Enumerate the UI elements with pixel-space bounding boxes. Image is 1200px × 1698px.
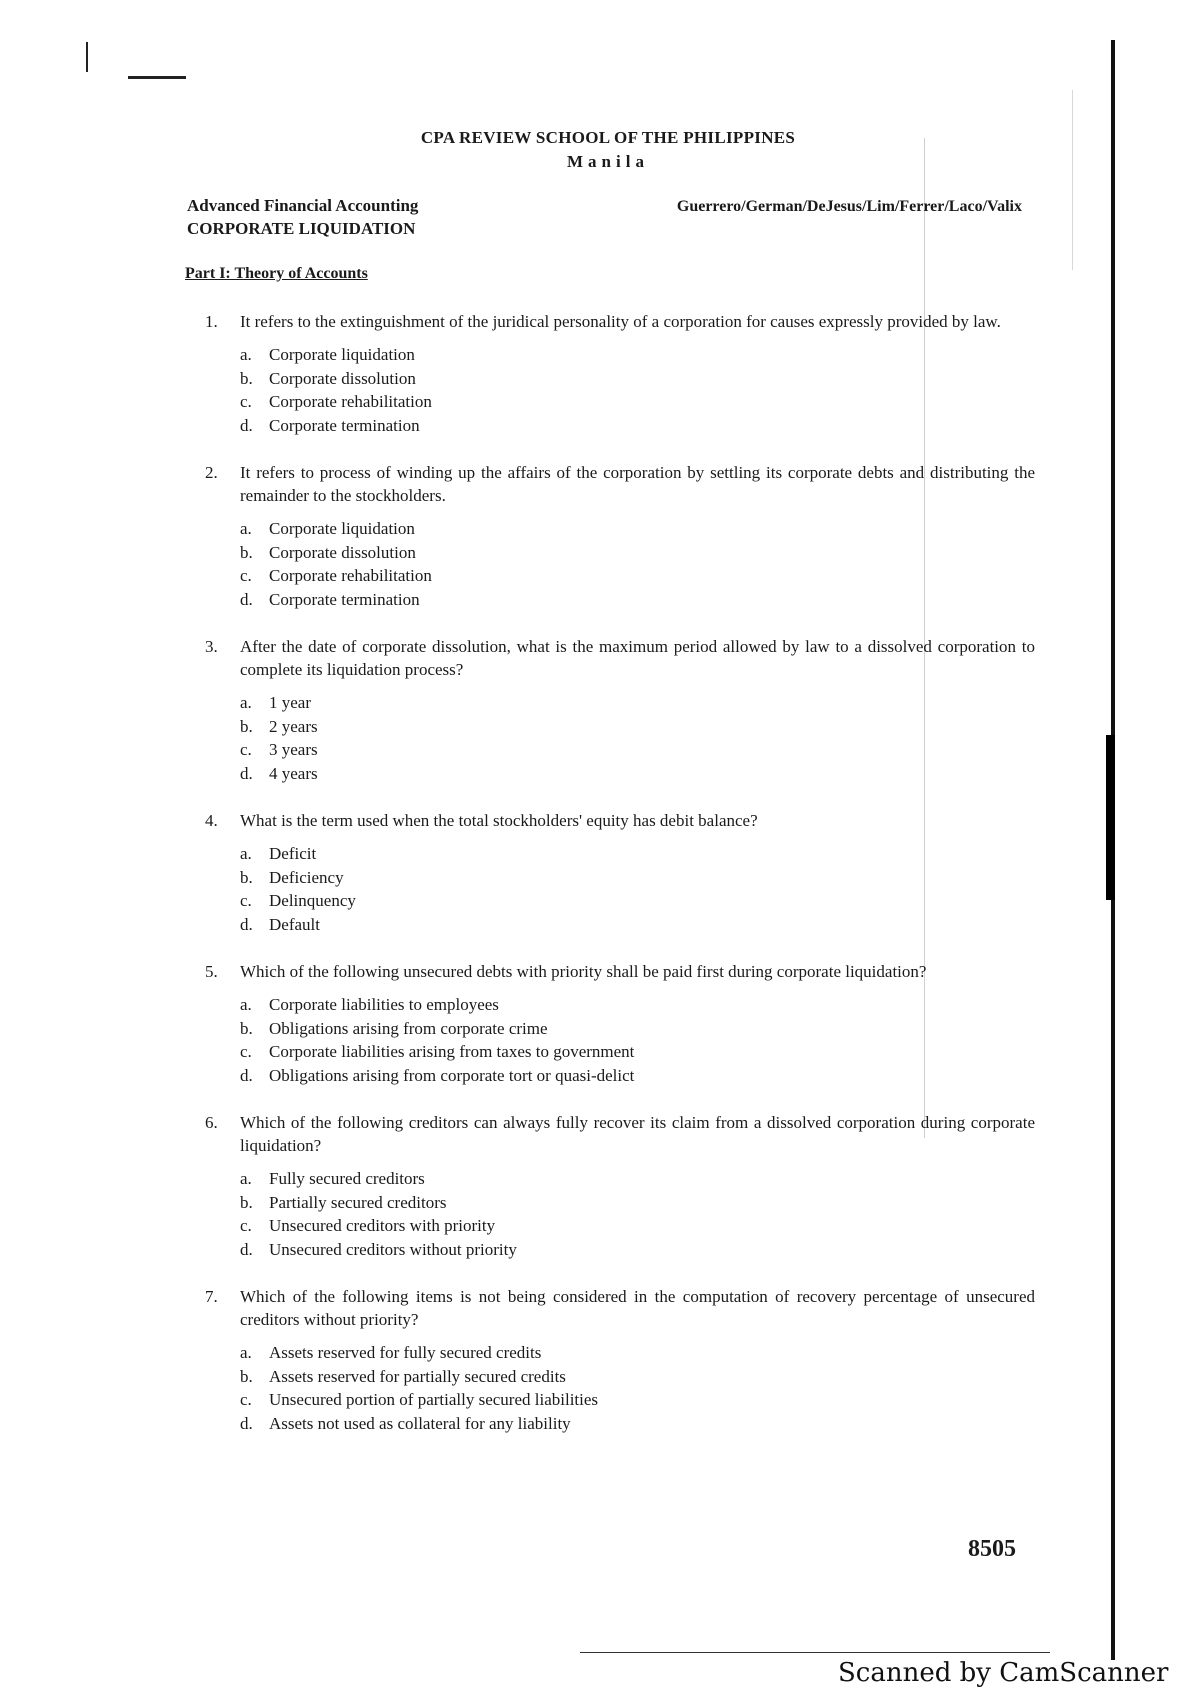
choice-letter: d. (240, 589, 253, 609)
choice-list (240, 343, 1035, 437)
scan-mark-faint-right (1072, 90, 1073, 270)
choice-item (240, 1341, 1035, 1365)
choice-item (240, 367, 1035, 391)
choice-list (240, 1167, 1035, 1261)
school-name: CPA REVIEW SCHOOL OF THE PHILIPPINES (420, 128, 796, 147)
choice-text: Corporate rehabilitation (269, 392, 432, 411)
choice-text: Deficiency (269, 867, 344, 887)
choice-list (240, 993, 1035, 1087)
choice-item (240, 517, 1035, 541)
choice-item (240, 1412, 1035, 1436)
question-number: 7. (205, 1287, 218, 1306)
topic-title: CORPORATE LIQUIDATION (187, 219, 416, 238)
choice-letter: d. (240, 914, 253, 934)
question-3 (205, 635, 1035, 785)
choice-item (240, 564, 1035, 588)
question-text: What is the term used when the total stockholders' equity has debit balance? (240, 811, 758, 830)
question-number: 1. (205, 312, 218, 331)
question-text: After the date of corporate dissolution, what is the maximum period allowed by law to a dissolved corporation to complete its liquidation process? (240, 637, 1035, 679)
question-text: Which of the following items is not being considered in the computation of recovery percentage of unsecured creditors without priority? (240, 1287, 1035, 1329)
choice-text: Corporate liabilities to employees (269, 995, 499, 1014)
choice-letter: c. (240, 740, 252, 759)
choice-letter: c. (240, 392, 252, 411)
footer-divider (580, 1652, 1050, 1653)
question-5 (205, 960, 1035, 1087)
choice-item (240, 1388, 1035, 1412)
choice-item (240, 1040, 1035, 1064)
choice-item (240, 1238, 1035, 1262)
choice-text: Obligations arising from corporate crime (269, 1018, 548, 1038)
scan-mark-top-dash (128, 76, 186, 79)
question-number: 3. (205, 637, 218, 656)
page-code: 8505 (968, 1536, 1016, 1562)
question-6 (205, 1111, 1035, 1261)
choice-letter: a. (240, 693, 252, 712)
question-list (205, 310, 1035, 1459)
question-text: Which of the following unsecured debts with priority shall be paid first during corporate liquidation? (240, 962, 927, 981)
choice-letter: a. (240, 345, 252, 364)
choice-letter: c. (240, 1216, 252, 1235)
choice-letter: d. (240, 1239, 253, 1259)
choice-text: Corporate dissolution (269, 368, 416, 388)
choice-item (240, 1214, 1035, 1238)
choice-text: Delinquency (269, 891, 356, 910)
choice-letter: b. (240, 716, 253, 736)
question-number: 6. (205, 1113, 218, 1132)
choice-text: Corporate rehabilitation (269, 566, 432, 585)
question-number: 4. (205, 811, 218, 830)
question-number: 2. (205, 463, 218, 482)
question-1 (205, 310, 1035, 437)
choice-item (240, 889, 1035, 913)
choice-letter: a. (240, 844, 252, 863)
city-name: Manila (567, 152, 649, 171)
choice-text: Deficit (269, 844, 317, 863)
choice-item (240, 715, 1035, 739)
choice-letter: d. (240, 763, 253, 783)
choice-letter: c. (240, 1390, 252, 1409)
choice-text: Corporate liquidation (269, 519, 415, 538)
choice-item (240, 738, 1035, 762)
choice-item (240, 866, 1035, 890)
choice-letter: b. (240, 542, 253, 562)
choice-text: Fully secured creditors (269, 1169, 425, 1188)
choice-item (240, 541, 1035, 565)
choice-text: 2 years (269, 716, 318, 736)
choice-text: Unsecured creditors with priority (269, 1216, 496, 1235)
choice-text: Assets not used as collateral for any liability (269, 1413, 571, 1433)
choice-item (240, 993, 1035, 1017)
choice-letter: d. (240, 1413, 253, 1433)
choice-item (240, 762, 1035, 786)
part-title: Part I: Theory of Accounts (185, 265, 368, 282)
scanner-watermark: Scanned by CamScanner (838, 1658, 1169, 1688)
question-number: 5. (205, 962, 218, 981)
choice-letter: c. (240, 566, 252, 585)
authors-line: Guerrero/German/DeJesus/Lim/Ferrer/Laco/Valix (676, 198, 1022, 215)
choice-item (240, 414, 1035, 438)
choice-letter: b. (240, 1192, 253, 1212)
choice-text: Corporate termination (269, 415, 420, 435)
question-text: It refers to the extinguishment of the juridical personality of a corporation for causes expressly provided by law. (240, 312, 1001, 331)
choice-letter: b. (240, 1366, 253, 1386)
choice-text: Obligations arising from corporate tort or quasi-delict (269, 1065, 635, 1085)
choice-letter: b. (240, 867, 253, 887)
choice-letter: a. (240, 1343, 252, 1362)
choice-item (240, 691, 1035, 715)
choice-item (240, 1167, 1035, 1191)
choice-item (240, 1365, 1035, 1389)
choice-list (240, 842, 1035, 936)
choice-text: Partially secured creditors (269, 1192, 447, 1212)
question-text: Which of the following creditors can always fully recover its claim from a dissolved corporation during corporate liquidation? (240, 1113, 1035, 1155)
choice-letter: d. (240, 1065, 253, 1085)
choice-letter: a. (240, 1169, 252, 1188)
choice-list (240, 691, 1035, 785)
choice-text: 4 years (269, 763, 318, 783)
choice-item (240, 842, 1035, 866)
choice-item (240, 913, 1035, 937)
choice-letter: b. (240, 368, 253, 388)
choice-letter: b. (240, 1018, 253, 1038)
choice-text: Corporate dissolution (269, 542, 416, 562)
scan-mark-left-tick (86, 42, 88, 72)
choice-list (240, 517, 1035, 611)
choice-text: Assets reserved for fully secured credits (269, 1343, 542, 1362)
choice-text: Assets reserved for partially secured credits (269, 1366, 566, 1386)
choice-item (240, 588, 1035, 612)
choice-text: 1 year (269, 693, 312, 712)
choice-text: Unsecured creditors without priority (269, 1239, 517, 1259)
question-text: It refers to process of winding up the affairs of the corporation by settling its corporate debts and distributing the remainder to the stockholders. (240, 463, 1035, 505)
choice-letter: c. (240, 891, 252, 910)
choice-text: Corporate liquidation (269, 345, 415, 364)
question-2 (205, 461, 1035, 611)
choice-text: Default (269, 914, 320, 934)
question-7 (205, 1285, 1035, 1435)
choice-item (240, 1191, 1035, 1215)
choice-text: Corporate liabilities arising from taxes to government (269, 1042, 635, 1061)
choice-text: Corporate termination (269, 589, 420, 609)
scan-mark-right-thick (1106, 735, 1115, 900)
choice-item (240, 1064, 1035, 1088)
choice-list (240, 1341, 1035, 1435)
course-title: Advanced Financial Accounting (187, 196, 419, 215)
choice-item (240, 343, 1035, 367)
choice-text: Unsecured portion of partially secured liabilities (269, 1390, 599, 1409)
choice-text: 3 years (269, 740, 318, 759)
choice-letter: a. (240, 519, 252, 538)
choice-item (240, 390, 1035, 414)
choice-letter: a. (240, 995, 252, 1014)
choice-letter: c. (240, 1042, 252, 1061)
choice-item (240, 1017, 1035, 1041)
question-4 (205, 809, 1035, 936)
choice-letter: d. (240, 415, 253, 435)
